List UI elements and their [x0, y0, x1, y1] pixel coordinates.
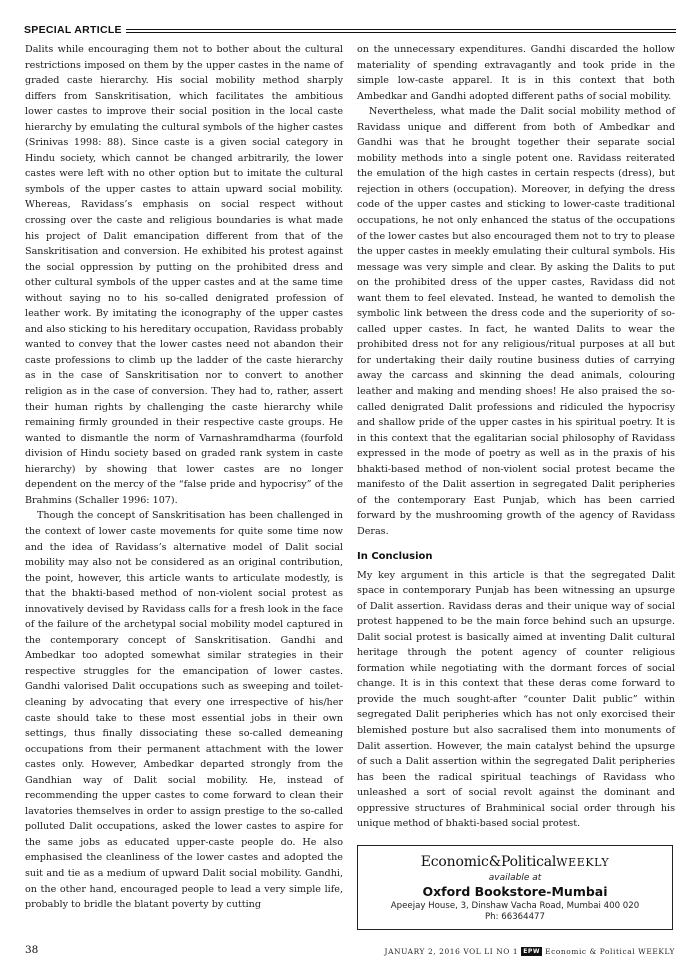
page-number: 38: [25, 944, 39, 956]
page-footer: [25, 944, 675, 960]
paragraph: on the unnecessary expenditures. Gandhi discarded the hollow materiality of spending extravagantly and took pride in the simple low-caste apparel. It is in this context that both Ambedkar and Gandhi adopted different paths of social mobility.: [357, 44, 675, 102]
page-header: [24, 24, 676, 38]
ad-phone: Ph: 66364477: [485, 912, 545, 922]
ad-title-weekly: WEEKLY: [556, 856, 610, 869]
section-heading: In Conclusion: [357, 550, 433, 562]
epw-badge: EPW: [523, 948, 541, 955]
section-tag: SPECIAL ARTICLE: [24, 24, 126, 37]
ad-title-main: Economic&Political: [420, 854, 557, 870]
paragraph: Nevertheless, what made the Dalit social mobility method of Ravidass unique and different from both of Ambedkar and Gandhi was that he brought together their separate social mobility methods into a single potent one. Ravidass reiterated the emulation of the high castes in certain respects (dress), but rejection in others (occupation). Moreover, in defying the dress code of the upper castes and sticking to lower-caste traditional occupations, he not only enhanced the status of the occupations of the lower castes but also encouraged them not to try to please the upper castes in meekly emulating their cultural symbols. His message was very simple and clear. By asking the Dalits to put on the prohibited dress of the upper castes, Ravidass did not want them to feel elevated. Instead, he wanted to demolish the symbolic link between the dress code and the superiority of so-called upper castes. In fact, he wanted Dalits to wear the prohibited dress not for any religious/ritual purposes at all but for undertaking their daily routine business duties of carrying away the carcass and skinning the dead animals, colouring leather and making and mending shoes! He also praised the so-called denigrated Dalit professions and ridiculed the hypocrisy and shallow pride of the upper castes in his spiritual poetry. It is in this context that the egalitarian social philosophy of Ravidass expressed in the mode of poetry as well as in the praxis of his bhakti-based method of non-violent social protest became the manifesto of the Dalit assertion in segregated Dalit peripheries of the contemporary East Punjab, which has been carried forward by the mushrooming growth of the agency of Ravidass Deras.: [357, 106, 675, 537]
journal-name: Economic & Political WEEKLY: [545, 947, 675, 956]
ad-available-at: available at: [488, 873, 542, 883]
right-column: [357, 42, 675, 832]
ad-journal-title: [358, 854, 672, 870]
ad-store-name: Oxford Bookstore-Mumbai: [422, 884, 608, 899]
left-column: [25, 42, 343, 913]
paragraph: Dalits while encouraging them not to bother about the cultural restrictions imposed on them by the upper castes in the name of graded caste hierarchy. His social mobility method sharply differs from Sanskritisation, which facilitates the ambitious lower castes to improve their social position in the local caste hierarchy by emulating the cultural symbols of the higher castes (Srinivas 1998: 88). Since caste is a given social category in Hindu society, which cannot be changed arbitrarily, the lower castes were left with no other option but to imitate the cultural symbols of the upper castes to attain upward social mobility. Whereas, Ravidass’s emphasis on social respect without crossing over the caste and religious boundaries is what made his project of Dalit emancipation different from that of the Sanskritisation and conversion. He exhibited his protest against the social oppression by putting on the prohibited dress and other cultural symbols of the upper castes and at the same time without saying no to his so-called denigrated profession of leather work. By imitating the iconography of the upper castes and also sticking to his hereditary occupation, Ravidass probably wanted to convey that the lower castes need not abandon their caste professions to climb up the ladder of the caste hierarchy as in the case of Sanskritisation nor to convert to another religion as in the case of conversion. They had to, rather, assert their human rights by challenging the caste hierarchy while remaining firmly grounded in their respective caste groups. He wanted to dismantle the norm of Varnashramdharma (fourfold division of Hindu society based on graded rank system in caste hierarchy) by showing that lower castes are no longer dependent on the mercy of the “false pride and hypocrisy” of the Brahmins (Schaller 1996: 107).: [25, 44, 343, 506]
ad-address: Apeejay House, 3, Dinshaw Vacha Road, Mumbai 400 020: [390, 901, 640, 911]
paragraph: Though the concept of Sanskritisation has been challenged in the context of lower caste movements for quite some time now and the idea of Ravidass’s alternative model of Dalit social mobility may also not be considered as an original contribution, the point, however, this article wants to articulate modestly, is that the bhakti-based method of non-violent social protest as innovatively devised by Ravidass calls for a fresh look in the face of the failure of the archetypal social mobility model captured in the contemporary concept of Sanskritisation. Gandhi and Ambedkar too adopted somewhat similar strategies in their respective struggles for the emancipation of lower castes. Gandhi valorised Dalit occupations such as sweeping and toilet-cleaning by advocating that every one irrespective of his/her caste should take to these most essential jobs in their own settings, thus finally dissociating these so-called demeaning occupations from their permanent attachment with the lower castes only. However, Ambedkar departed strongly from the Gandhian way of Dalit social mobility. He, instead of recommending the upper castes to come forward to clean their lavatories themselves in order to assign prestige to the so-called polluted Dalit occupations, asked the lower castes to aspire for the same jobs as educated upper-caste people do. He also emphasised the cleanliness of the lower castes and adopted the suit and tie as a medium of upward Dalit social mobility. Gandhi, on the other hand, encouraged people to lead a very simple life, probably to bridle the blatant poverty by cutting: [25, 510, 343, 911]
bookstore-advertisement: [357, 845, 673, 930]
footer-issue-info: [385, 947, 676, 956]
issue-date: JANUARY 2, 2016 VOL LI NO 1: [384, 947, 519, 956]
paragraph: My key argument in this article is that the segregated Dalit space in contemporary Punjab has been witnessing an upsurge of Dalit assertion. Ravidass deras and their unique way of social protest happened to be the main force behind such an upsurge. Dalit social protest is basically aimed at inventing Dalit cultural heritage through the potent agency of counter religious formation while negotiating with the dormant forces of social change. It is in this context that these deras come forward to provide the much sought-after “counter Dalit public” within segregated Dalit peripheries which has not only exorcised their blemished posture but also sacralised them into monuments of Dalit assertion. However, the main catalyst behind the upsurge of such a Dalit assertion within the segregated Dalit peripheries has been the radical spiritual teachings of Ravidass who unleashed a sort of social revolt against the dominant and oppressive structures of Brahminical social order through his unique method of bhakti-based social protest.: [357, 569, 675, 830]
